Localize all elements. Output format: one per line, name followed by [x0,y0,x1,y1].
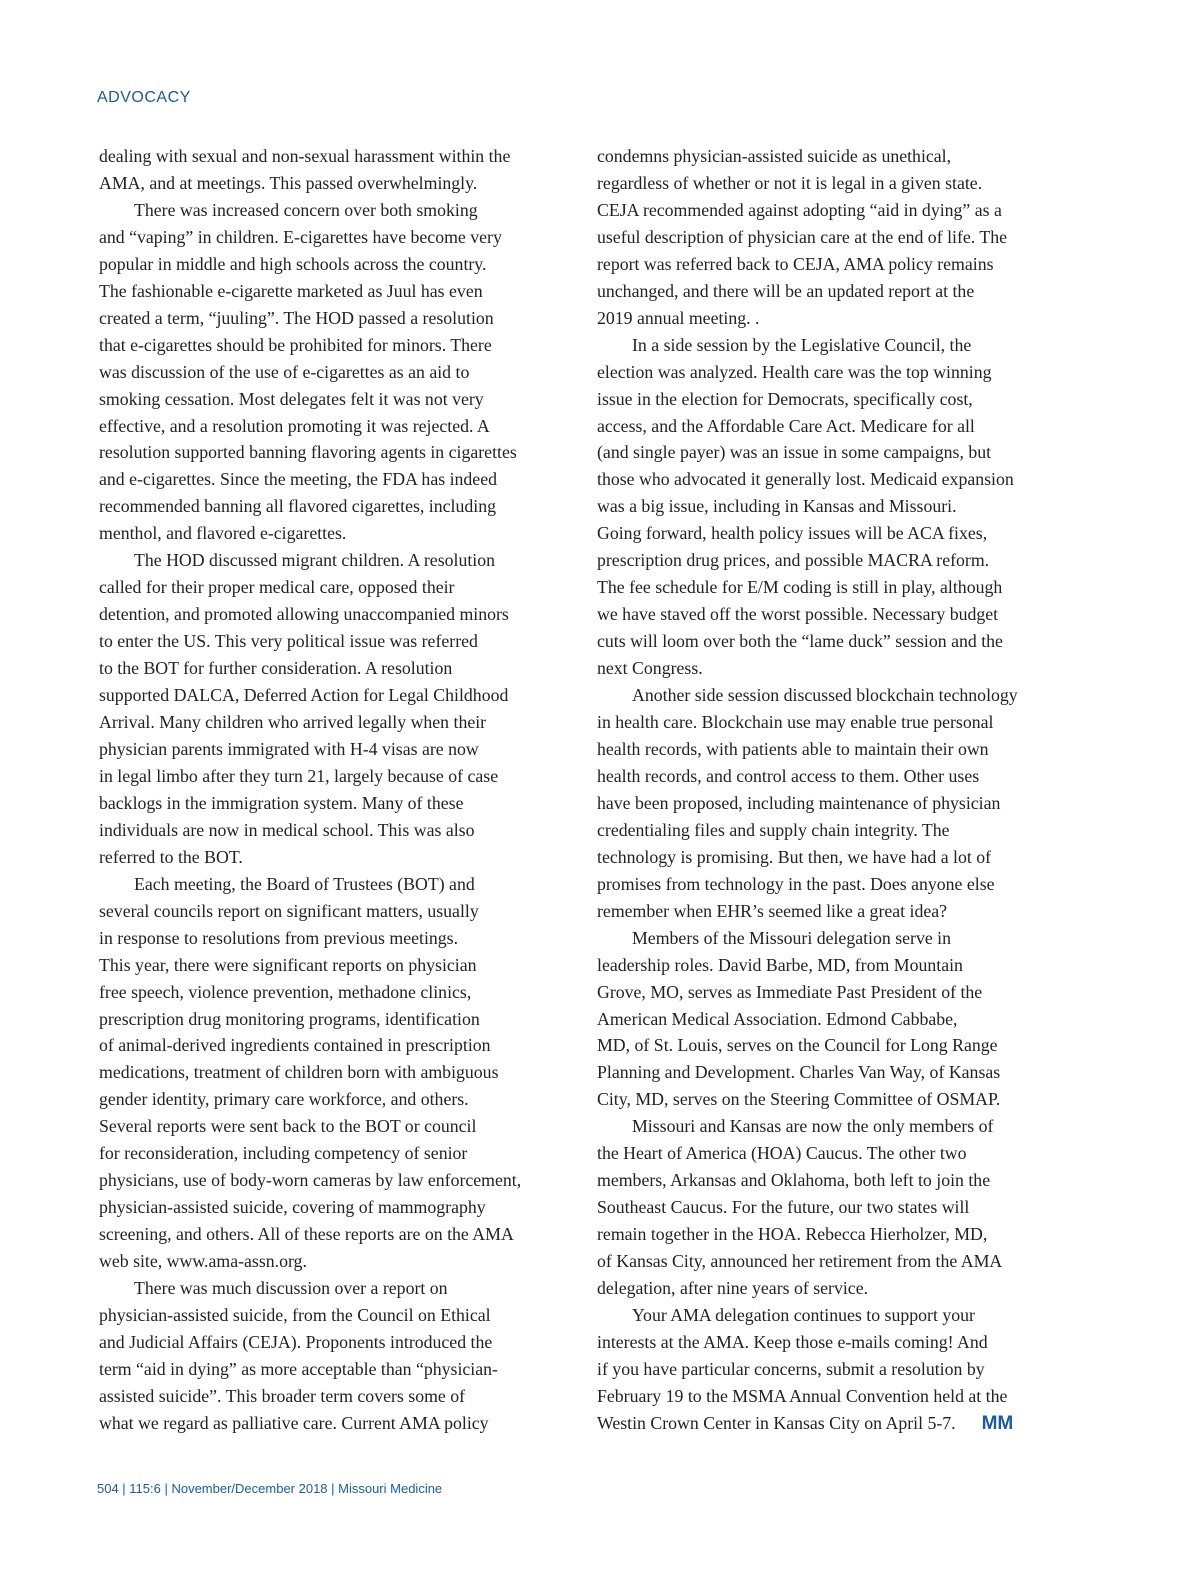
text-line: Several reports were sent back to the BOT or council [99,1116,477,1137]
text-line: Grove, MO, serves as Immediate Past President of the [597,981,983,1002]
text-line: condemns physician-assisted suicide as unethical, [597,146,952,166]
text-line: Your AMA delegation continues to support your [632,1304,975,1325]
paragraph [597,925,1067,1114]
text-line: of animal-derived ingredients contained in prescription [99,1035,491,1056]
text-line: was discussion of the use of e-cigarettes as an aid to [99,361,470,382]
text-line: term “aid in dying” as more acceptable than “physician- [99,1358,498,1379]
text-line: CEJA recommended against adopting “aid in dying” as a [597,199,1002,220]
text-line: Arrival. Many children who arrived legally when their [99,712,487,733]
text-line: useful description of physician care at the end of life. The [597,226,1007,247]
text-line: Another side session discussed blockchain technology [632,685,1018,706]
text-line: The fashionable e-cigarette marketed as Juul has even [99,280,483,301]
text-line: physician-assisted suicide, covering of mammography [99,1197,486,1218]
text-line: medications, treatment of children born with ambiguous [99,1062,499,1083]
text-line: resolution supported banning flavoring agents in cigarettes [99,442,517,463]
text-line: gender identity, primary care workforce, and others. [99,1089,469,1110]
text-line: There was increased concern over both smoking [134,199,478,220]
text-line: assisted suicide”. This broader term covers some of [99,1385,466,1406]
text-line: several councils report on significant matters, usually [99,900,479,921]
text-line: regardless of whether or not it is legal in a given state. [597,172,983,193]
text-line: recommended banning all flavored cigarettes, including [99,496,496,517]
text-line: The fee schedule for E/M coding is still in play, although [597,577,1003,598]
text-line: remember when EHR’s seemed like a great idea? [597,900,948,921]
text-line: access, and the Affordable Care Act. Medicare for all [597,415,975,436]
paragraph [99,143,577,197]
text-line: The HOD discussed migrant children. A resolution [134,550,495,571]
text-line: leadership roles. David Barbe, MD, from Mountain [597,954,963,975]
text-line: individuals are now in medical school. This was also [99,819,475,840]
text-line: health records, with patients able to maintain their own [597,738,989,759]
paragraph [597,143,1067,332]
right-column [597,143,1067,1438]
text-line: Going forward, health policy issues will be ACA fixes, [597,523,988,544]
text-line: physician-assisted suicide, from the Council on Ethical [99,1304,491,1325]
text-line: and Judicial Affairs (CEJA). Proponents introduced the [99,1331,493,1352]
text-line: dealing with sexual and non-sexual harassment within the [99,146,511,166]
text-line: if you have particular concerns, submit a resolution by [597,1358,985,1379]
text-line: web site, www.ama-assn.org. [99,1251,307,1272]
text-line: the Heart of America (HOA) Caucus. The other two [597,1143,967,1164]
text-line: referred to the BOT. [99,846,243,867]
text-line: promises from technology in the past. Does anyone else [597,873,995,894]
paragraph [99,1275,577,1437]
text-line: February 19 to the MSMA Annual Convention held at the [597,1385,1008,1406]
text-line: called for their proper medical care, opposed their [99,577,455,598]
text-line: what we regard as palliative care. Current AMA policy [99,1412,489,1433]
paragraph [597,682,1067,925]
left-column [99,143,577,1437]
paragraph [99,547,577,870]
text-line: menthol, and flavored e-cigarettes. [99,523,347,544]
text-line: physicians, use of body-worn cameras by law enforcement, [99,1170,522,1191]
text-line: remain together in the HOA. Rebecca Hierholzer, MD, [597,1224,988,1245]
text-line: and “vaping” in children. E-cigarettes have become very [99,226,502,247]
text-line: smoking cessation. Most delegates felt it was not very [99,388,484,409]
end-mark: MM [981,1412,1014,1434]
page-footer: 504 | 115:6 | November/December 2018 | Missouri Medicine [97,1481,443,1496]
text-line: that e-cigarettes should be prohibited for minors. There [99,334,492,355]
text-line: was a big issue, including in Kansas and Missouri. [597,496,957,517]
text-line: in legal limbo after they turn 21, largely because of case [99,765,499,786]
text-line: effective, and a resolution promoting it was rejected. A [99,415,490,436]
paragraph [597,332,1067,682]
text-line: for reconsideration, including competency of senior [99,1143,468,1164]
text-line: prescription drug monitoring programs, identification [99,1008,480,1029]
text-line: There was much discussion over a report on [134,1278,448,1299]
text-line: City, MD, serves on the Steering Committee of OSMAP. [597,1089,1001,1110]
text-line: 2019 annual meeting. . [597,307,760,328]
paragraph [99,197,577,547]
text-line: popular in middle and high schools across the country. [99,253,487,274]
text-line: in health care. Blockchain use may enable true personal [597,712,994,733]
text-line: Missouri and Kansas are now the only members of [632,1116,994,1137]
text-line: American Medical Association. Edmond Cabbabe, [597,1008,958,1029]
text-line: prescription drug prices, and possible MACRA reform. [597,550,990,571]
text-line: delegation, after nine years of service. [597,1278,869,1299]
text-line: in response to resolutions from previous meetings. [99,927,459,948]
text-line: MD, of St. Louis, serves on the Council for Long Range [597,1035,998,1056]
text-line: of Kansas City, announced her retirement from the AMA [597,1251,1003,1272]
text-line: AMA, and at meetings. This passed overwhelmingly. [99,172,478,193]
text-line: to the BOT for further consideration. A resolution [99,658,453,679]
text-line: unchanged, and there will be an updated report at the [597,280,975,301]
text-line: technology is promising. But then, we have had a lot of [597,846,992,867]
text-line: election was analyzed. Health care was the top winning [597,361,992,382]
text-line: next Congress. [597,658,703,679]
text-line: Southeast Caucus. For the future, our two states will [597,1197,970,1218]
text-line: have been proposed, including maintenance of physician [597,792,1001,813]
text-line: created a term, “juuling”. The HOD passed a resolution [99,307,494,328]
text-line: Each meeting, the Board of Trustees (BOT) and [134,873,475,894]
text-line: (and single payer) was an issue in some campaigns, but [597,442,992,463]
text-line: backlogs in the immigration system. Many of these [99,792,464,813]
text-line: screening, and others. All of these reports are on the AMA [99,1224,514,1245]
text-line: members, Arkansas and Oklahoma, both left to join the [597,1170,991,1191]
text-line: cuts will loom over both the “lame duck” session and the [597,631,1003,652]
text-line: supported DALCA, Deferred Action for Legal Childhood [99,685,509,706]
text-line: Planning and Development. Charles Van Way, of Kansas [597,1062,1001,1083]
text-line: health records, and control access to them. Other uses [597,765,980,786]
text-line: In a side session by the Legislative Council, the [632,334,972,355]
paragraph [597,1113,1067,1302]
text-line: those who advocated it generally lost. Medicaid expansion [597,469,1014,490]
section-label: ADVOCACY [97,89,191,106]
text-line: and e-cigarettes. Since the meeting, the FDA has indeed [99,469,497,490]
text-line: to enter the US. This very political issue was referred [99,631,478,652]
text-line: Westin Crown Center in Kansas City on April 5-7. MM [597,1412,1014,1434]
text-line: physician parents immigrated with H-4 visas are now [99,738,479,759]
text-line: free speech, violence prevention, methadone clinics, [99,981,472,1002]
text-line: detention, and promoted allowing unaccompanied minors [99,604,509,625]
text-line: interests at the AMA. Keep those e-mails coming! And [597,1331,988,1352]
paragraph [597,1302,1067,1438]
text-line: Members of the Missouri delegation serve in [632,927,952,948]
paragraph [99,871,577,1275]
text-line: we have staved off the worst possible. Necessary budget [597,604,999,625]
text-line: report was referred back to CEJA, AMA policy remains [597,253,994,274]
text-line: This year, there were significant reports on physician [99,954,477,975]
text-line: credentialing files and supply chain integrity. The [597,819,950,840]
text-line: issue in the election for Democrats, specifically cost, [597,388,973,409]
